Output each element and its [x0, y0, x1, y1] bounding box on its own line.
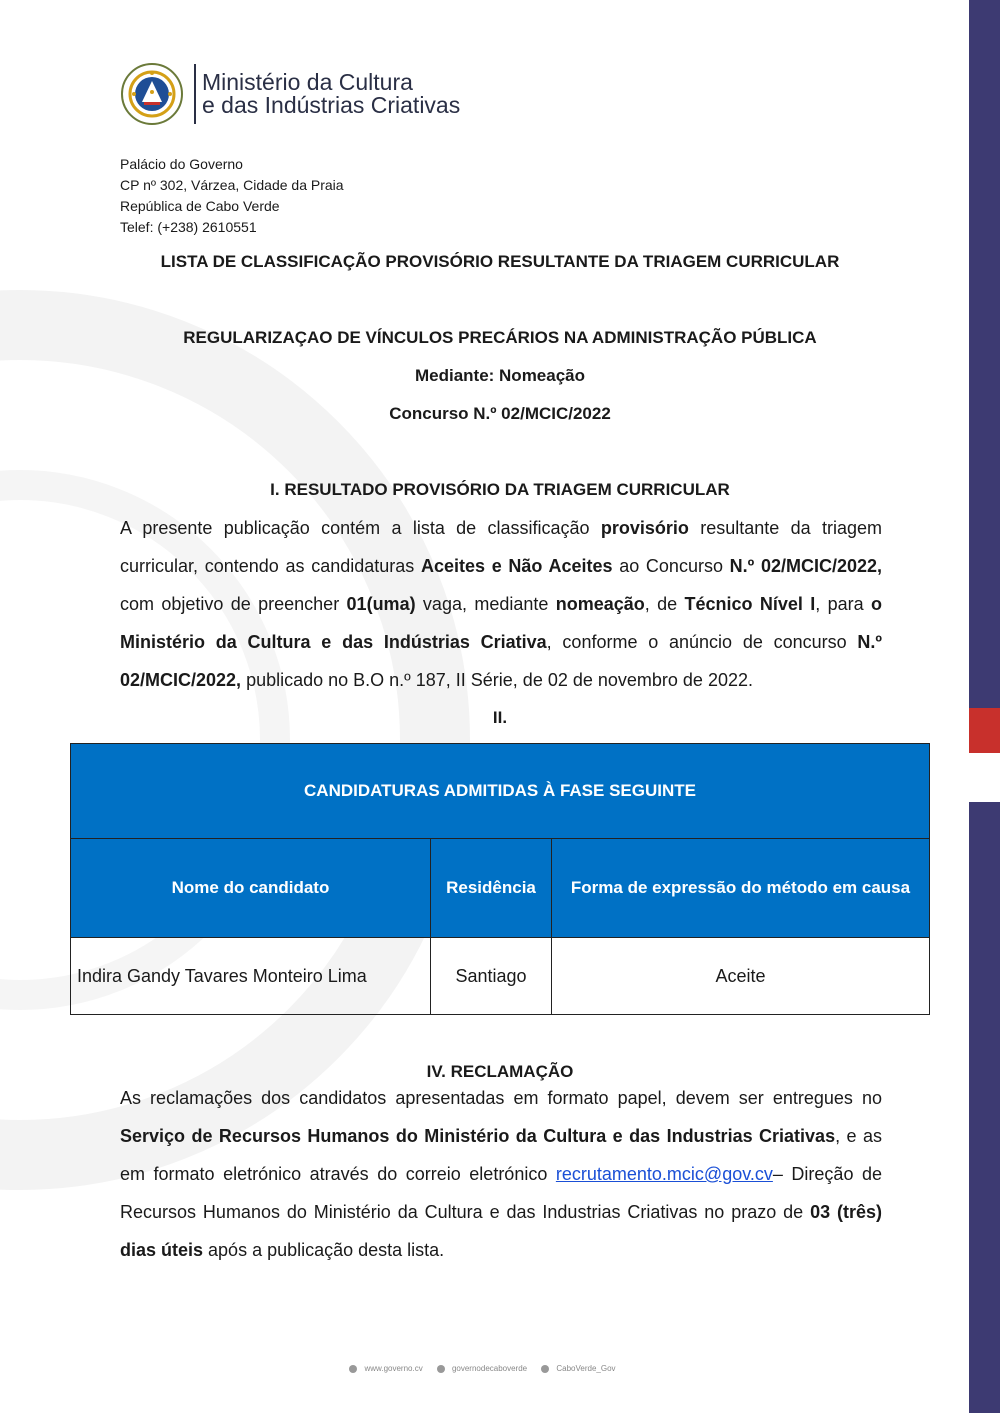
appointment-mode: Mediante: Nomeação [414, 366, 586, 385]
facebook-icon [437, 1365, 445, 1373]
globe-icon [349, 1365, 357, 1373]
header-logo [120, 62, 460, 126]
results-table [70, 743, 930, 1015]
section-4-paragraph: As reclamações dos candidatos apresentadas em formato papel, devem ser entregues no Serviço de Recursos Humanos do Ministério da Cultura e das Industrias Criativas, e as em formato eletrónico através do correio eletrónico recrutamento.mcic@gov.cv– Direção de Recursos Humanos do Ministério da Cultura e das Industrias Criativas no prazo de 03 (três) dias úteis após a publicação desta lista. [120, 1088, 882, 1260]
address-line: Telef: (+238) 2610551 [120, 219, 257, 235]
contest-number: Concurso N.º 02/MCIC/2022 [389, 404, 611, 423]
candidate-name: Indira Gandy Tavares Monteiro Lima [71, 938, 431, 1015]
side-bar-bottom [969, 802, 1000, 1413]
document-subtitle: REGULARIZAÇAO DE VÍNCULOS PRECÁRIOS NA ADMINISTRAÇÃO PÚBLICA [183, 328, 817, 347]
ministry-name-line1: Ministério da Cultura [202, 69, 413, 95]
national-seal-icon [120, 62, 184, 126]
footer-website[interactable]: www.governo.cv [349, 1364, 426, 1373]
side-bar-red [969, 708, 1000, 753]
footer-facebook[interactable]: governodecaboverde [437, 1364, 531, 1373]
address-line: Palácio do Governo [120, 156, 243, 172]
section-1-paragraph: A presente publicação contém a lista de classificação provisório resultante da triagem curricular, contendo as candidaturas Aceites e Não Aceites ao Concurso N.º 02/MCIC/2022, com objetivo de preencher 01(uma) vaga, mediante nomeação, de Técnico Nível I, para o Ministério da Cultura e das Indústrias Criativa, conforme o anúncio de concurso N.º 02/MCIC/2022, publicado no B.O n.º 187, II Série, de 02 de novembro de 2022. [120, 518, 883, 690]
section-4-heading: IV. RECLAMAÇÃO [426, 1062, 574, 1081]
ministry-name [202, 71, 460, 117]
table-caption: CANDIDATURAS ADMITIDAS À FASE SEGUINTE [71, 744, 930, 839]
section-1-heading: I. RESULTADO PROVISÓRIO DA TRIAGEM CURRICULAR [270, 480, 730, 499]
column-header-method: Forma de expressão do método em causa [552, 839, 930, 938]
candidate-status: Aceite [552, 938, 930, 1015]
footer-twitter[interactable]: CaboVerde_Gov [541, 1364, 619, 1373]
side-bar-top [969, 0, 1000, 708]
section-2-heading: II. [492, 708, 508, 727]
address-line: CP nº 302, Várzea, Cidade da Praia [120, 177, 344, 193]
twitter-icon [541, 1365, 549, 1373]
address-block [120, 154, 344, 238]
document-title: LISTA DE CLASSIFICAÇÃO PROVISÓRIO RESULTANTE DA TRIAGEM CURRICULAR [160, 252, 840, 271]
candidate-residence: Santiago [431, 938, 552, 1015]
column-header-residence: Residência [431, 839, 552, 938]
logo-divider [194, 64, 196, 124]
column-header-name: Nome do candidato [71, 839, 431, 938]
complaint-email-link[interactable]: recrutamento.mcic@gov.cv [555, 1164, 773, 1184]
footer [0, 1364, 969, 1373]
table-row [71, 938, 930, 1015]
address-line: República de Cabo Verde [120, 198, 280, 214]
ministry-name-line2: e das Indústrias Criativas [202, 92, 461, 118]
